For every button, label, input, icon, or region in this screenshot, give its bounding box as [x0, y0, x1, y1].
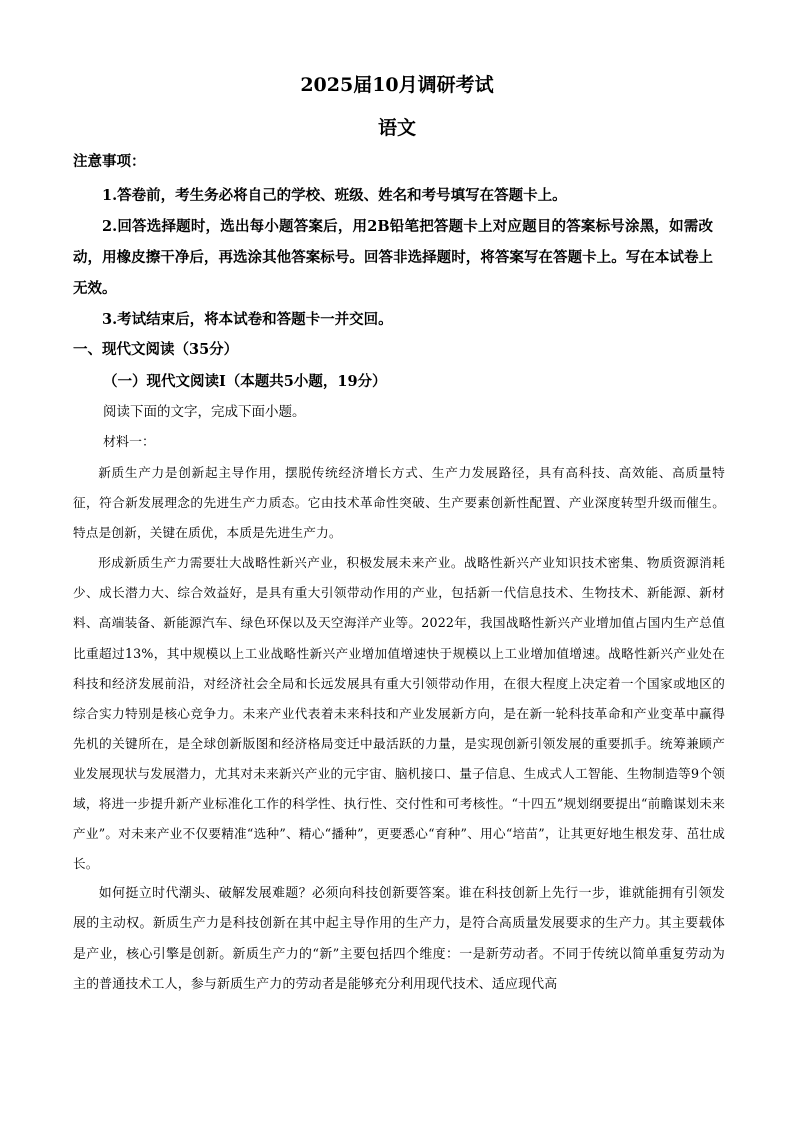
exam-title: 2025届10月调研考试	[300, 74, 494, 96]
section-title: 一、现代文阅读（35分）	[73, 341, 239, 358]
notice-list	[73, 180, 713, 335]
notice-item: 2.回答选择题时，选出每小题答案后，用2B铅笔把答题卡上对应题目的答案标号涂黑，如需改动，用橡皮擦干净后，再选涂其他答案标号。回答非选择题时，将答案写在答题卡上。写在本试卷上无效。	[73, 218, 713, 297]
material-body	[73, 458, 725, 1000]
body-paragraph: 新质生产力是创新起主导作用，摆脱传统经济增长方式、生产力发展路径，具有高科技、高效能、高质量特征，符合新发展理念的先进生产力质态。它由技术革命性突破、生产要素创新性配置、产业深度转型升级而催生。特点是创新，关键在质优，本质是先进生产力。	[73, 465, 725, 541]
body-paragraph: 形成新质生产力需要壮大战略性新兴产业，积极发展未来产业。战略性新兴产业知识技术密集、物质资源消耗少、成长潜力大、综合效益好，是具有重大引领带动作用的产业，包括新一代信息技术、生物技术、新能源、新材料、高端装备、新能源汽车、绿色环保以及天空海洋产业等。2022年，我国战略性新兴产业增加值占国内生产总值比重超过13%，其中规模以上工业战略性新兴产业增加值增速快于规模以上工业增加值增速。战略性新兴产业处在科技和经济发展前沿，对经济社会全局和长远发展具有重大引领带动作用，在很大程度上决定着一个国家或地区的综合实力特别是核心竞争力。未来产业代表着未来科技和产业发展新方向，是在新一轮科技革命和产业变革中赢得先机的关键所在，是全球创新版图和经济格局变迁中最活跃的力量，是实现创新引领发展的重要抓手。统筹兼顾产业发展现状与发展潜力，尤其对未来新兴产业的元宇宙、脑机接口、量子信息、生成式人工智能、生物制造等9个领域，将进一步提升新产业标准化工作的科学性、执行性、交付性和可考核性。“十四五”规划纲要提出“前瞻谋划未来产业”。对未来产业不仅要精准“选种”、精心“播种”，更要悉心“育种”、用心“培苗”，让其更好地生根发芽、茁壮成长。	[73, 555, 725, 872]
notice-item: 1.答卷前，考生务必将自己的学校、班级、姓名和考号填写在答题卡上。	[102, 187, 567, 204]
exam-subject: 语文	[377, 117, 416, 139]
body-paragraph: 如何挺立时代潮头、破解发展难题？必须向科技创新要答案。谁在科技创新上先行一步，谁就能拥有引领发展的主动权。新质生产力是科技创新在其中起主导作用的生产力，是符合高质量发展要求的生产力。其主要载体是产业，核心引擎是创新。新质生产力的“新”主要包括四个维度：一是新劳动者。不同于传统以简单重复劳动为主的普通技术工人，参与新质生产力的劳动者是能够充分利用现代技术、适应现代高	[73, 886, 725, 992]
notice-heading: 注意事项：	[73, 153, 146, 170]
subsection-title: （一）现代文阅读Ⅰ（本题共5小题，19分）	[103, 373, 387, 390]
reading-instruction: 阅读下面的文字，完成下面小题。	[103, 404, 306, 420]
notice-item: 3.考试结束后，将本试卷和答题卡一并交回。	[102, 311, 393, 328]
material-label: 材料一：	[103, 435, 156, 450]
